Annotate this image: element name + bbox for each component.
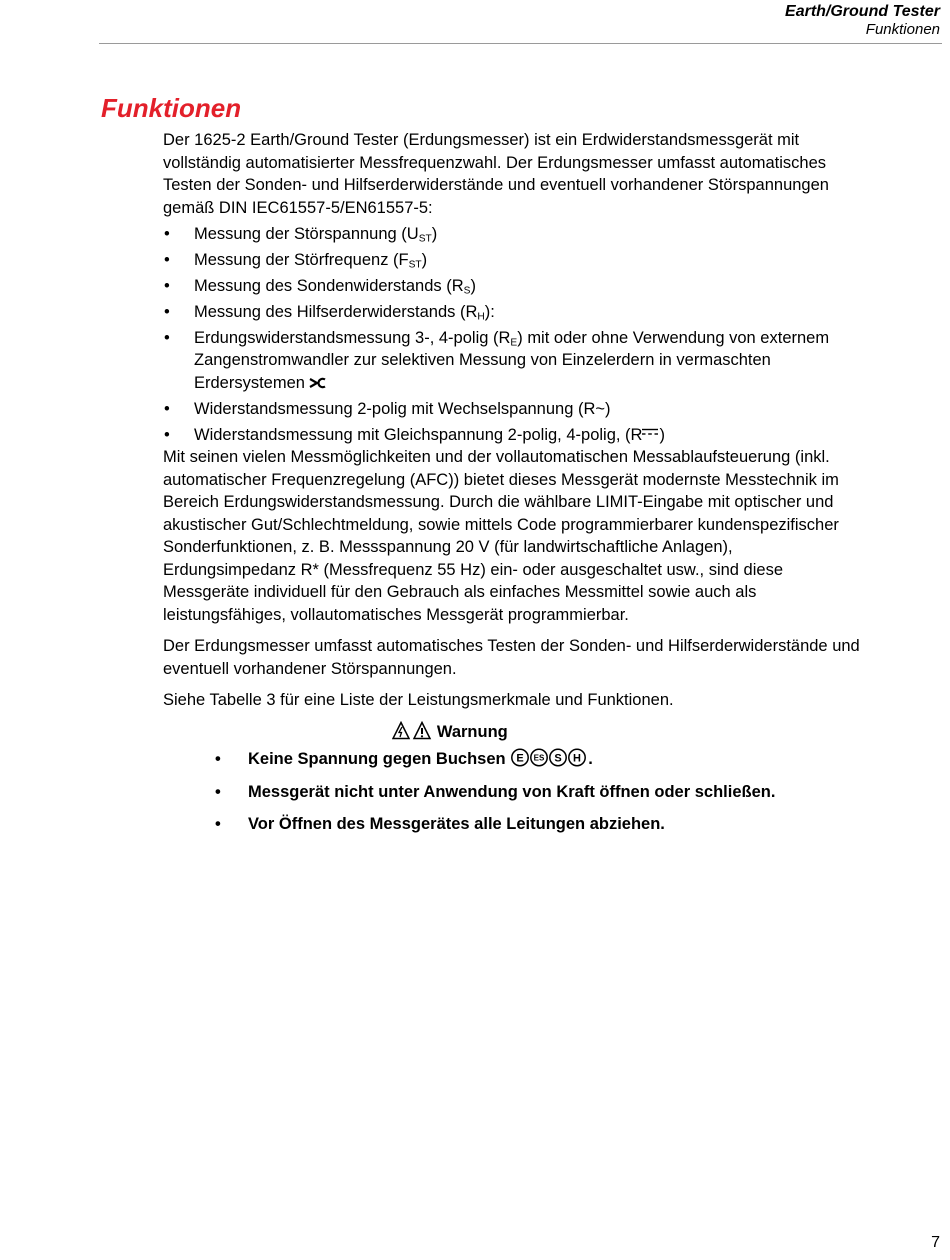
list-item: • Widerstandsmessung 2-polig mit Wechselspannung (R~) xyxy=(163,398,863,421)
current-clamp-icon xyxy=(309,377,326,389)
header-rule xyxy=(99,43,942,44)
body-text xyxy=(163,129,863,836)
warning-symbols-icon xyxy=(392,721,432,740)
summary-paragraph: Der Erdungsmesser umfasst automatisches Testen der Sonden- und Hilfserderwiderstände und eventuell vorhandener Störspannungen. xyxy=(163,637,860,678)
svg-text:H: H xyxy=(573,752,582,765)
description-paragraph: Mit seinen vielen Messmöglichkeiten und der vollautomatischen Messablaufsteuerung (inkl. automatischer Frequenzregelung (AFC)) bietet dieses Messgerät modernste Messtechnik im Bereich Erdungswiderstandsmessung. Durch die wählbare LIMIT-Eingabe mit optischer und akustischer Gut/Schlechtmeldung, sowie mittels Code programmierbarer kundenspezifischer Sonderfunktionen, z. B. Messspannung 20 V (für landwirtschaftliche Anlagen), Erdungsimpedanz R* (Messfrequenz 55 Hz) ein- oder ausgeschaltet usw., sind diese Messgeräte individuell für den Gebrauch als einfaches Messmittel sowie auch als leistungsfähiges, vollautomatisches Messgerät programmierbar. xyxy=(163,448,839,624)
list-item: • Messung des Hilfserderwiderstands $(R_H)$: xyxy=(163,301,863,324)
header-subtitle: Funktionen xyxy=(865,21,940,38)
svg-text:S: S xyxy=(554,752,562,765)
dc-symbol-icon xyxy=(641,428,659,436)
list-item: • Erdungswiderstandsmessung 3-, 4-polig $(R_E)$ mit oder ohne Verwendung von externem Zangenstromwandler zur selektiven Messung von Einzelerdern in vermaschten Erdersystemen xyxy=(163,327,863,395)
list-item: • Messgerät nicht unter Anwendung von Kraft öffnen oder schließen. xyxy=(163,781,863,804)
page-number: 7 xyxy=(931,1234,940,1251)
list-item: • Messung des Sondenwiderstands $(R_S)$ xyxy=(163,275,863,298)
reference-paragraph: Siehe Tabelle 3 für eine Liste der Leistungsmerkmale und Funktionen. xyxy=(163,691,674,709)
list-item: • Keine Spannung gegen Buchsen E ES S H . xyxy=(163,748,863,771)
warning-list xyxy=(163,748,863,836)
intro-paragraph: Der 1625-2 Earth/Ground Tester (Erdungsmesser) ist ein Erdwiderstandsmessgerät mit vollständig automatisierter Messfrequenzwahl. Der Erdungsmesser umfasst automatisches Testen der Sonden- und Hilfserderwiderstände und eventuell vorhandener Störspannungen gemäß DIN IEC61557-5/EN61557-5: xyxy=(163,131,829,217)
list-item: • Vor Öffnen des Messgerätes alle Leitungen abziehen. xyxy=(163,813,863,836)
feature-list xyxy=(163,223,863,447)
list-item: • Messung der Störfrequenz $(F_{ST})$ xyxy=(163,249,863,272)
running-header xyxy=(785,2,940,39)
terminal-jacks-icon xyxy=(510,748,588,767)
warning-label: Warnung xyxy=(436,722,508,741)
header-title: Earth/Ground Tester xyxy=(785,3,940,20)
list-item: • Messung der Störspannung $(U_{ST})$ xyxy=(163,223,863,246)
section-title: Funktionen xyxy=(101,93,242,123)
warning-heading xyxy=(163,721,863,744)
svg-text:E: E xyxy=(516,752,524,765)
svg-text:ES: ES xyxy=(533,753,545,763)
list-item: • Widerstandsmessung mit Gleichspannung 2-polig, 4-polig, (R ) xyxy=(163,424,863,447)
